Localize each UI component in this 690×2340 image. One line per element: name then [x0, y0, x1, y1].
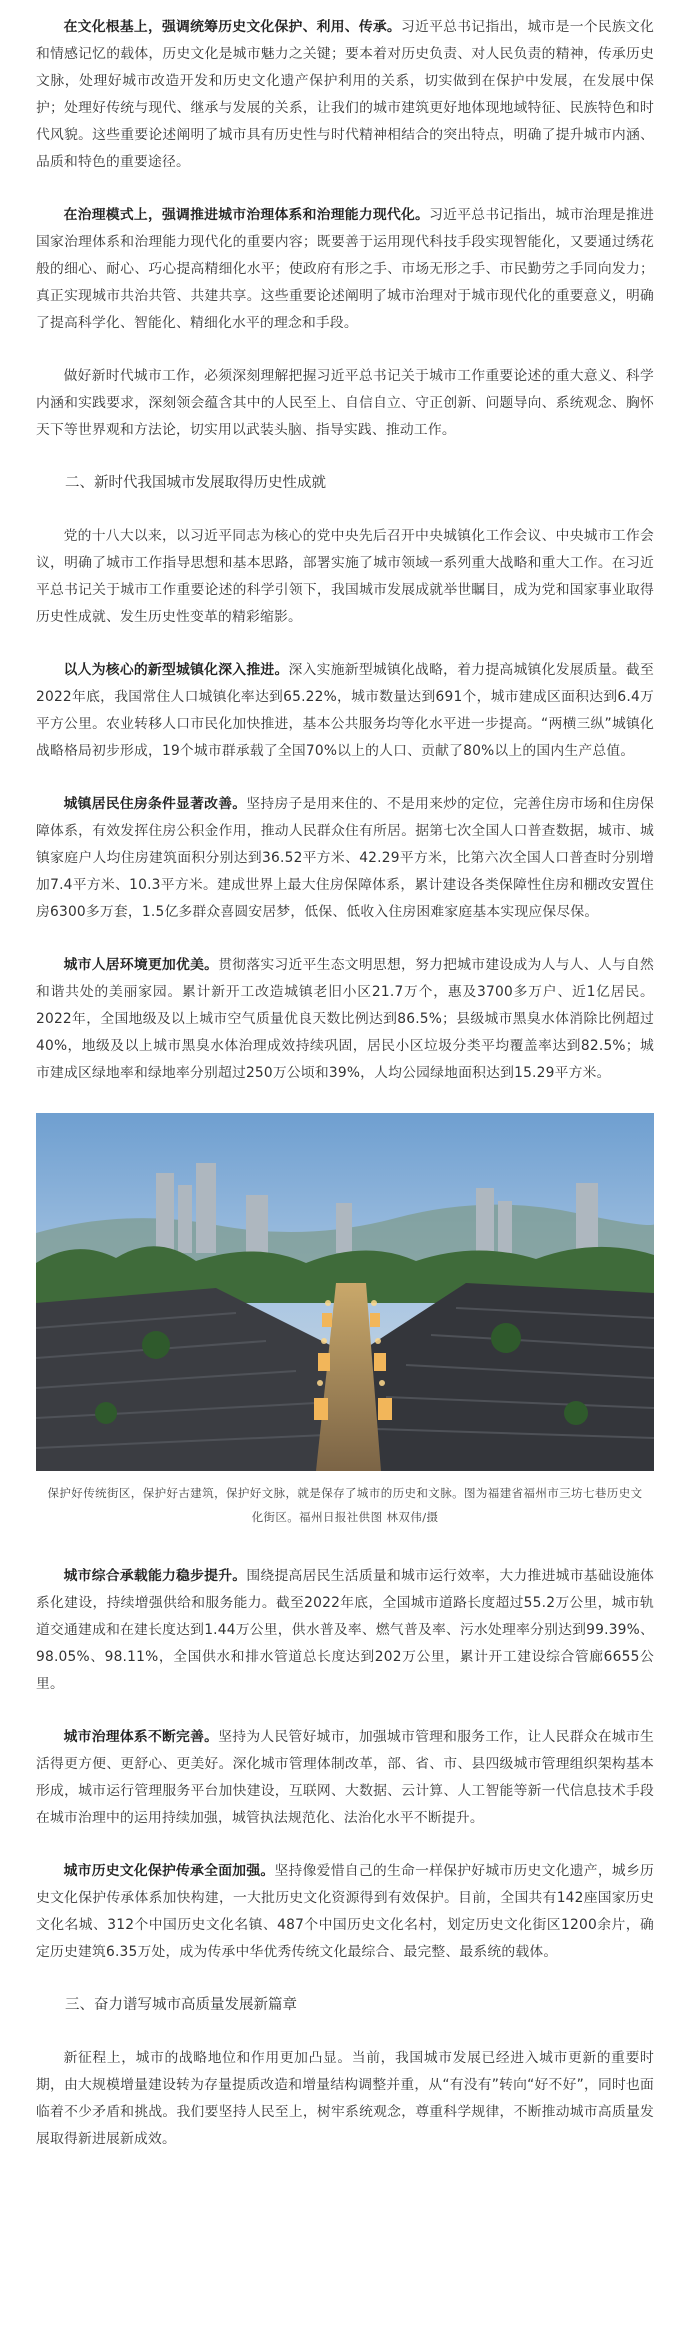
- paragraph-body: 习近平总书记指出，城市治理是推进国家治理体系和治理能力现代化的重要内容；既要善于运用现代科技手段实现智能化，又要通过绣花般的细心、耐心、巧心提高精细化水平；使政府有形之手、市场无形之手、市民勤劳之手同向发力；真正实现城市共治共管、共建共享。这些重要论述阐明了城市治理对于城市现代化的重要意义，明确了提高科学化、智能化、精细化水平的理念和手段。: [36, 207, 655, 331]
- paragraph-body: 深入实施新型城镇化战略，着力提高城镇化发展质量。截至2022年底，我国常住人口城镇化率达到65.22%，城市数量达到691个，城市建成区面积达到6.4万平方公里。农业转移人口市民化加快推进，基本公共服务均等化水平进一步提高。“两横三纵”城镇化战略格局初步形成，19个城市群承载了全国70%以上的人口、贡献了80%以上的国内生产总值。: [36, 662, 654, 759]
- paragraph-body: 新征程上，城市的战略地位和作用更加凸显。当前，我国城市发展已经进入城市更新的重要时期，由大规模增量建设转为存量提质改造和增量结构调整并重，从“有没有”转向“好不好”，同时也面临着不少矛盾和挑战。我们要坚持人民至上，树牢系统观念，尊重科学规律，不断推动城市高质量发展取得新进展新成效。: [36, 2050, 654, 2147]
- section-heading-2: 二、新时代我国城市发展取得历史性成就: [65, 475, 326, 491]
- paragraph-governance-system: [36, 1724, 654, 1832]
- paragraph-culture: [36, 14, 654, 176]
- paragraph-new-journey: [36, 2045, 654, 2153]
- paragraph-lead: 城镇居民住房条件显著改善。: [63, 796, 247, 812]
- paragraph-body: 党的十八大以来，以习近平同志为核心的党中央先后召开中央城镇化工作会议、中央城市工作会议，明确了城市工作指导思想和基本思路，部署实施了城市领域一系列重大战略和重大工作。在习近平总书记关于城市工作重要论述的科学引领下，我国城市发展成就举世瞩目，成为党和国家事业取得历史性成就、发生历史性变革的精彩缩影。: [36, 528, 654, 625]
- paragraph-new-era-work: [36, 363, 654, 444]
- paragraph-housing: [36, 791, 654, 926]
- paragraph-lead: 城市治理体系不断完善。: [63, 1729, 219, 1745]
- paragraph-heritage: [36, 1858, 654, 1966]
- paragraph-body: 坚持房子是用来住的、不是用来炒的定位，完善住房市场和住房保障体系，有效发挥住房公积金作用，推动人民群众住有所居。据第七次全国人口普查数据，城市、城镇家庭户人均住房建筑面积分别达到36.52平方米、42.29平方米，比第六次全国人口普查时分别增加7.4平方米、10.3平方米。建成世界上最大住房保障体系，累计建设各类保障性住房和棚改安置住房6300多万套，1.5亿多群众喜圆安居梦，低保、低收入住房困难家庭基本实现应保尽保。: [36, 796, 654, 920]
- paragraph-body: 习近平总书记指出，城市是一个民族文化和情感记忆的载体，历史文化是城市魅力之关键；要本着对历史负责、对人民负责的精神，传承历史文脉，处理好城市改造开发和历史文化遗产保护利用的关系，切实做到在保护中发展，在发展中保护；处理好传统与现代、继承与发展的关系，让我们的城市建筑更好地体现地域特征、民族特色和时代风貌。这些重要论述阐明了城市具有历史性与时代精神相结合的突出特点，明确了提升城市内涵、品质和特色的重要途径。: [36, 19, 654, 170]
- paragraph-body: 做好新时代城市工作，必须深刻理解把握习近平总书记关于城市工作重要论述的重大意义、科学内涵和实践要求，深刻领会蕴含其中的人民至上、自信自立、守正创新、问题导向、系统观念、胸怀天下等世界观和方法论，切实用以武装头脑、指导实践、推动工作。: [36, 368, 654, 438]
- paragraph-lead: 城市历史文化保护传承全面加强。: [63, 1863, 275, 1879]
- historic-district-photo: [36, 1113, 654, 1471]
- paragraph-environment: [36, 952, 654, 1087]
- paragraph-lead: 城市人居环境更加优美。: [63, 957, 219, 973]
- paragraph-since-18th-congress: [36, 523, 654, 631]
- paragraph-urbanization: [36, 657, 654, 765]
- paragraph-body: 围绕提高居民生活质量和城市运行效率，大力推进城市基础设施体系化建设，持续增强供给和服务能力。截至2022年底，全国城市道路长度超过55.2万公里，城市轨道交通建成和在建长度达到1.44万公里，供水普及率、燃气普及率、污水处理率分别达到99.39%、98.05%、98.11%，全国供水和排水管道总长度达到202万公里，累计开工建设综合管廊6655公里。: [36, 1568, 654, 1692]
- paragraph-lead: 以人为核心的新型城镇化深入推进。: [63, 662, 289, 678]
- paragraph-lead: 城市综合承载能力稳步提升。: [63, 1568, 247, 1584]
- paragraph-body: 贯彻落实习近平生态文明思想，努力把城市建设成为人与人、人与自然和谐共处的美丽家园。累计新开工改造城镇老旧小区21.7万个，惠及3700多万户、近1亿居民。2022年，全国地级及以上城市空气质量优良天数比例达到86.5%；县级城市黑臭水体消除比例超过40%，地级及以上城市黑臭水体治理成效持续巩固，居民小区垃圾分类平均覆盖率达到82.5%；城市建成区绿地率和绿地率分别超过250万公顷和39%，人均公园绿地面积达到15.29平方米。: [36, 957, 655, 1081]
- section-heading-3: 三、奋力谱写城市高质量发展新篇章: [65, 1997, 297, 2013]
- paragraph-capacity: [36, 1563, 654, 1698]
- paragraph-governance: [36, 202, 654, 337]
- photo-caption: 保护好传统街区，保护好古建筑，保护好文脉，就是保存了城市的历史和文脉。图为福建省福州市三坊七巷历史文化街区。福州日报社供图 林双伟/摄: [47, 1486, 643, 1524]
- paragraph-body: 坚持为人民管好城市，加强城市管理和服务工作，让人民群众在城市生活得更方便、更舒心、更美好。深化城市管理体制改革，部、省、市、县四级城市管理组织架构基本形成，城市运行管理服务平台加快建设，互联网、大数据、云计算、人工智能等新一代信息技术手段在城市治理中的运用持续加强，城管执法规范化、法治化水平不断提升。: [36, 1729, 655, 1826]
- paragraph-lead: 在文化根基上，强调统筹历史文化保护、利用、传承。: [63, 19, 401, 35]
- paragraph-lead: 在治理模式上，强调推进城市治理体系和治理能力现代化。: [63, 207, 430, 223]
- paragraph-body: 坚持像爱惜自己的生命一样保护好城市历史文化遗产，城乡历史文化保护传承体系加快构建，一大批历史文化资源得到有效保护。目前，全国共有142座国家历史文化名城、312个中国历史文化名镇、487个中国历史文化名村，划定历史文化街区1200余片，确定历史建筑6.35万处，成为传承中华优秀传统文化最综合、最完整、最系统的载体。: [36, 1863, 655, 1960]
